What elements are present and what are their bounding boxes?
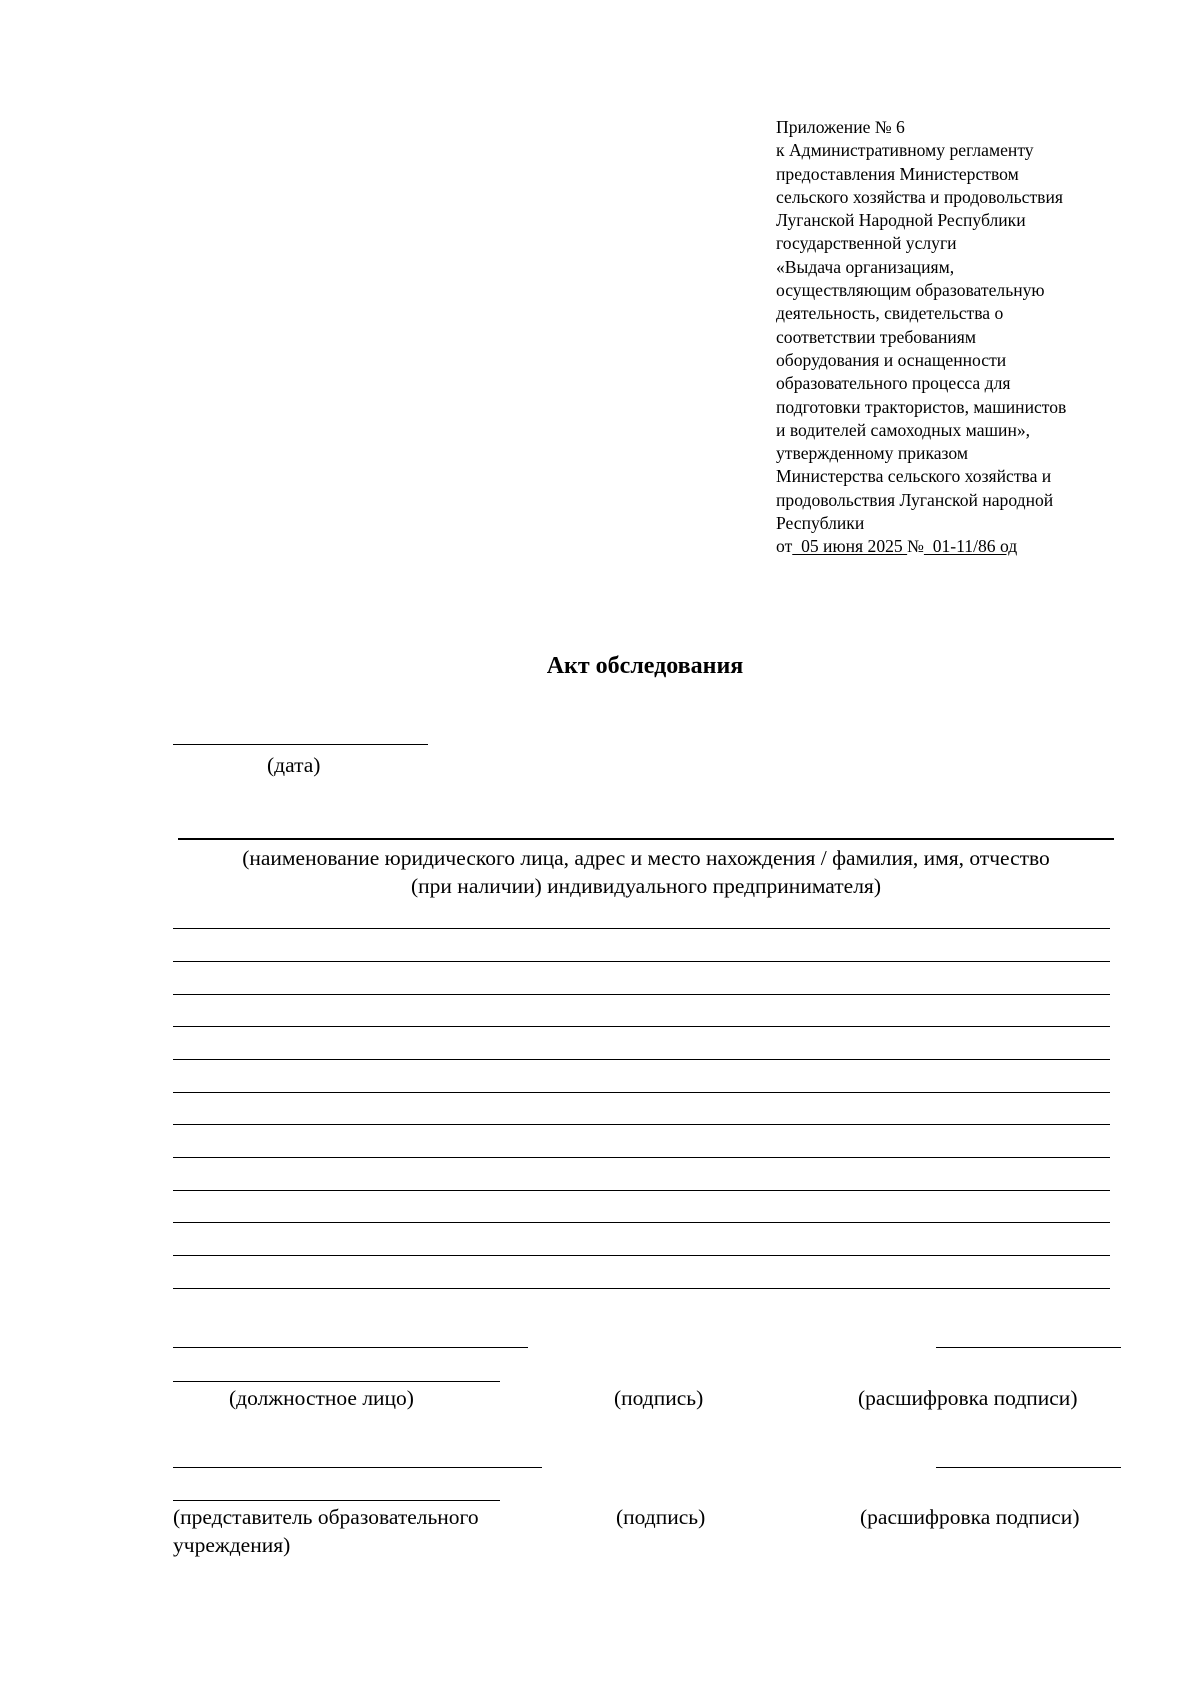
- official-signature-caption: (подпись): [614, 1386, 704, 1410]
- official-signature-line-1[interactable]: [173, 1347, 528, 1348]
- order-number: 01-11/86 од: [923, 536, 1018, 557]
- representative-signature-line-2[interactable]: [173, 1500, 500, 1501]
- date-field-line[interactable]: [173, 744, 428, 745]
- entity-caption-line1: (наименование юридического лица, адрес и место нахождения / фамилия, имя, отчество: [242, 846, 1050, 870]
- annex-line: подготовки трактористов, машинистов: [776, 396, 1067, 417]
- annex-line: Министерства сельского хозяйства и: [776, 466, 1052, 487]
- order-number-sign: №: [907, 536, 924, 557]
- blank-line[interactable]: [173, 961, 1110, 962]
- blank-line[interactable]: [173, 1255, 1110, 1256]
- blank-line[interactable]: [173, 928, 1110, 929]
- annex-line: Республики: [776, 513, 865, 534]
- blank-line[interactable]: [173, 1124, 1110, 1125]
- annex-line: сельского хозяйства и продовольствия: [776, 186, 1063, 207]
- annex-line: осуществляющим образовательную: [776, 280, 1045, 301]
- entity-field-line[interactable]: [178, 838, 1114, 840]
- representative-signature-caption: (подпись): [616, 1505, 706, 1529]
- official-decoding-line[interactable]: [936, 1347, 1121, 1348]
- annex-line: и водителей самоходных машин»,: [776, 419, 1031, 440]
- official-decoding-caption: (расшифровка подписи): [858, 1386, 1078, 1410]
- annex-header: [776, 116, 1136, 559]
- blank-line[interactable]: [173, 1026, 1110, 1027]
- representative-role-caption-line1: (представитель образовательного: [173, 1505, 479, 1529]
- blank-line[interactable]: [173, 1059, 1110, 1060]
- representative-role-caption-line2: учреждения): [173, 1533, 291, 1557]
- blank-line[interactable]: [173, 1190, 1110, 1191]
- representative-decoding-line[interactable]: [936, 1467, 1121, 1468]
- annex-order-line: [776, 535, 1136, 558]
- annex-line: утвержденному приказом: [776, 443, 968, 464]
- date-caption: (дата): [267, 753, 321, 777]
- annex-line: соответствии требованиям: [776, 326, 977, 347]
- annex-line: к Административному регламенту: [776, 140, 1034, 161]
- entity-caption-line2: (при наличии) индивидуального предпринимателя): [411, 874, 881, 898]
- document-title: Акт обследования: [546, 653, 744, 679]
- annex-line: «Выдача организациям,: [776, 256, 955, 277]
- blank-line[interactable]: [173, 994, 1110, 995]
- order-date: 05 июня 2025: [792, 536, 908, 557]
- annex-line: продовольствия Луганской народной: [776, 489, 1054, 510]
- annex-line: государственной услуги: [776, 233, 957, 254]
- order-prefix: от: [776, 536, 793, 557]
- annex-line: Луганской Народной Республики: [776, 210, 1026, 231]
- annex-line: образовательного процесса для: [776, 373, 1011, 394]
- annex-line: Приложение № 6: [776, 117, 905, 137]
- blank-line[interactable]: [173, 1092, 1110, 1093]
- representative-signature-line-1[interactable]: [173, 1467, 542, 1468]
- annex-line: оборудования и оснащенности: [776, 349, 1007, 370]
- representative-decoding-caption: (расшифровка подписи): [860, 1505, 1080, 1529]
- blank-line[interactable]: [173, 1222, 1110, 1223]
- official-signature-line-2[interactable]: [173, 1381, 500, 1382]
- annex-line: предоставления Министерством: [776, 163, 1019, 184]
- annex-line: деятельность, свидетельства о: [776, 303, 1004, 324]
- official-role-caption: (должностное лицо): [229, 1386, 414, 1410]
- blank-line[interactable]: [173, 1288, 1110, 1289]
- blank-line[interactable]: [173, 1157, 1110, 1158]
